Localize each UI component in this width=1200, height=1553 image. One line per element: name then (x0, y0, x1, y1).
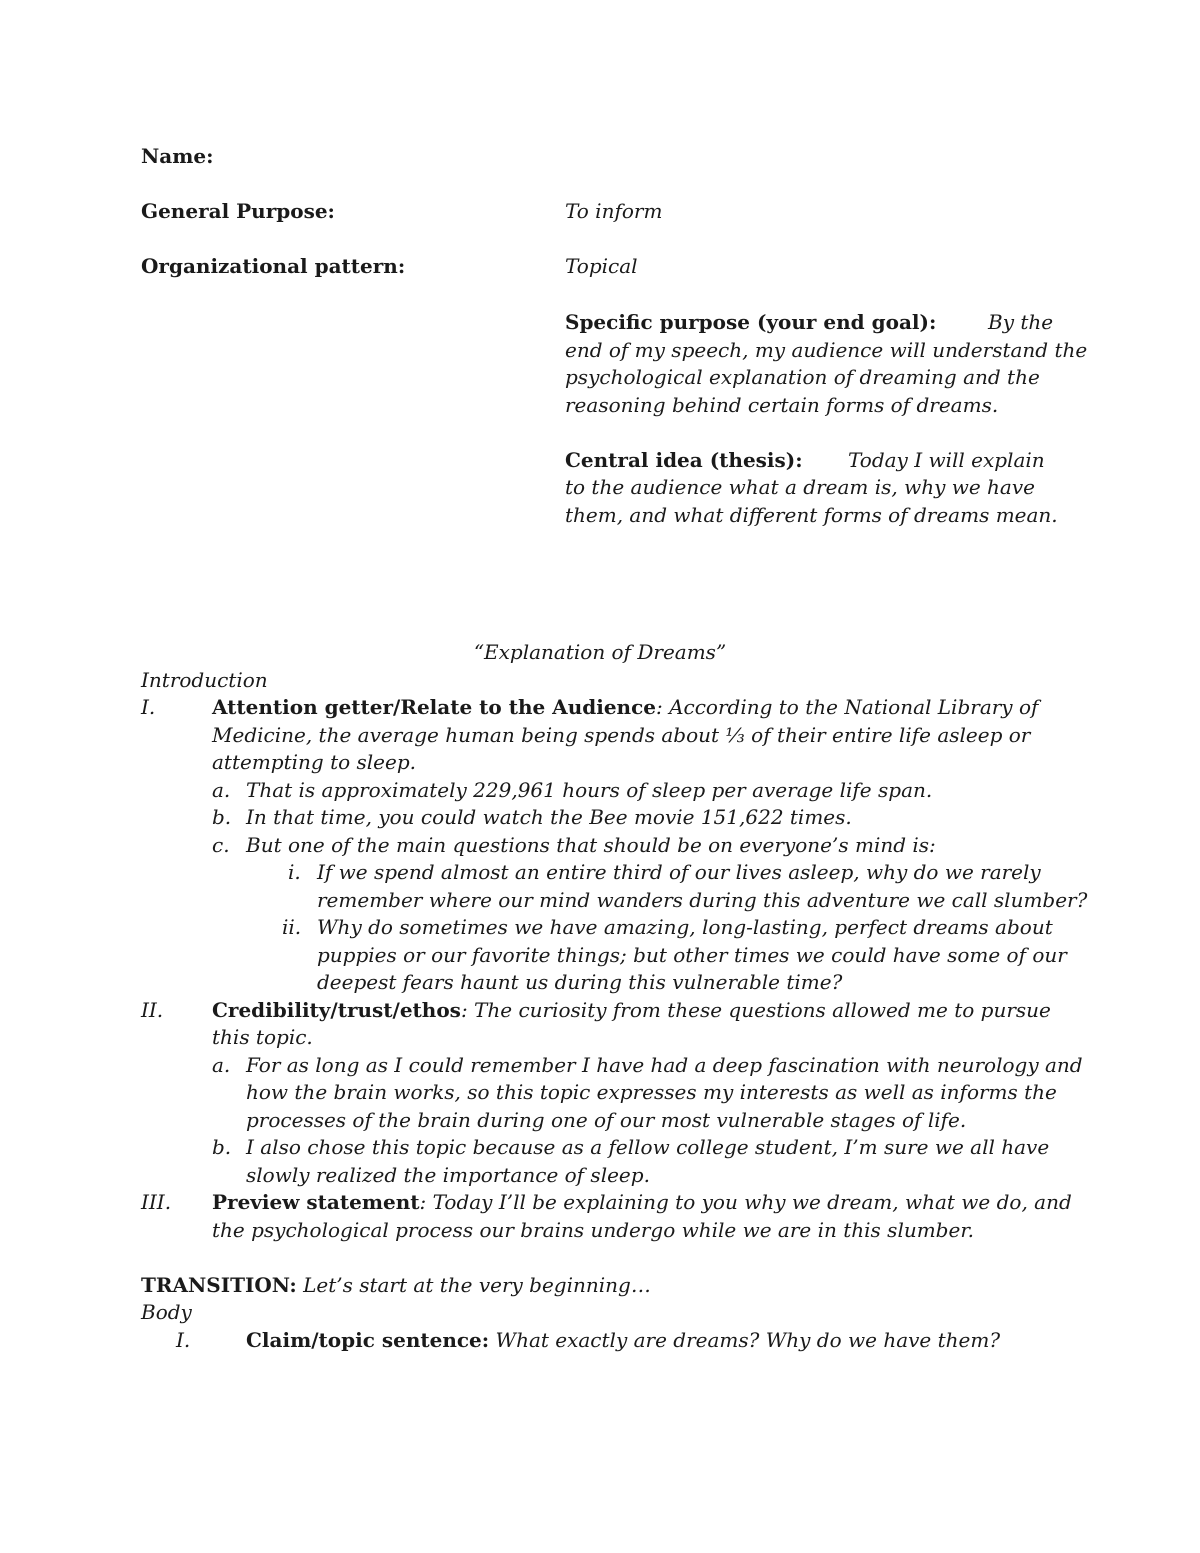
sub-point-text: That is approximately 229,961 hours of sleep per average life span. (246, 778, 933, 802)
point-text: What exactly are dreams? Why do we have them? (495, 1328, 1001, 1352)
outline-main-point (212, 997, 1051, 1025)
point-label: Claim/topic sentence: (246, 1328, 490, 1352)
sub-marker: a. (212, 1053, 231, 1077)
sub-point-text: I also chose this topic because as a fellow college student, I’m sure we all have (246, 1135, 1050, 1159)
sub-point-text: processes of the brain during one of our most vulnerable stages of life. (246, 1108, 967, 1132)
subsub-marker: i. (288, 860, 301, 884)
point-text-line: this topic. (212, 1025, 313, 1049)
sub-marker: a. (212, 778, 231, 802)
point-text-line: the psychological process our brains undergo while we are in this slumber. (212, 1218, 975, 1242)
org-pattern-value: Topical (565, 254, 638, 278)
subsub-point-text: If we spend almost an entire third of our lives asleep, why do we rarely (317, 860, 1041, 884)
specific-purpose-label: Specific purpose (your end goal): (565, 310, 937, 334)
point-label: Credibility/trust/ethos (212, 998, 461, 1022)
point-text: : According to the National Library of (655, 695, 1039, 719)
outline-numeral: I. (176, 1328, 191, 1352)
sub-marker: c. (212, 833, 230, 857)
sub-marker: b. (212, 1135, 232, 1159)
subsub-point-text: deepest fears haunt us during this vulnerable time? (317, 970, 843, 994)
outline-main-point (212, 694, 1038, 722)
specific-purpose-line: end of my speech, my audience will understand the (565, 338, 1088, 362)
point-label: Attention getter/Relate to the Audience (212, 695, 656, 719)
point-text-line: attempting to sleep. (212, 750, 417, 774)
general-purpose-value: To inform (565, 199, 663, 223)
point-text-line: Medicine, the average human being spends about ⅓ of their entire life asleep or (212, 723, 1031, 747)
central-idea-line: them, and what different forms of dreams mean. (565, 503, 1058, 527)
sub-point-text: For as long as I could remember I have had a deep fascination with neurology and (246, 1053, 1083, 1077)
transition-label: TRANSITION: (141, 1273, 297, 1297)
introduction-heading: Introduction (141, 668, 268, 692)
speech-title: “Explanation of Dreams” (473, 640, 727, 664)
point-text: : Today I’ll be explaining to you why we dream, what we do, and (419, 1190, 1072, 1214)
body-heading: Body (141, 1300, 192, 1324)
sub-point-text: slowly realized the importance of sleep. (246, 1163, 650, 1187)
name-label: Name: (141, 144, 214, 168)
central-idea-label: Central idea (thesis): (565, 448, 803, 472)
subsub-point-text: Why do sometimes we have amazing, long-lasting, perfect dreams about (317, 915, 1053, 939)
outline-numeral: III. (141, 1190, 172, 1214)
sub-marker: b. (212, 805, 232, 829)
transition-text: Let’s start at the very beginning… (303, 1273, 651, 1297)
subsub-marker: ii. (282, 915, 302, 939)
central-idea-line: to the audience what a dream is, why we have (565, 475, 1035, 499)
sub-point-text: But one of the main questions that should be on everyone’s mind is: (246, 833, 936, 857)
outline-numeral: I. (141, 695, 156, 719)
transition-line (141, 1272, 651, 1300)
specific-purpose-line: psychological explanation of dreaming and the (565, 365, 1040, 389)
outline-numeral: II. (141, 998, 164, 1022)
sub-point-text: how the brain works, so this topic expresses my interests as well as informs the (246, 1080, 1057, 1104)
subsub-point-text: puppies or our favorite things; but other times we could have some of our (317, 943, 1067, 967)
point-text: : The curiosity from these questions allowed me to pursue (460, 998, 1051, 1022)
outline-main-point (246, 1327, 1000, 1355)
subsub-point-text: remember where our mind wanders during this adventure we call slumber? (317, 888, 1088, 912)
general-purpose-label: General Purpose: (141, 199, 335, 223)
specific-purpose-line: By the (988, 310, 1054, 334)
org-pattern-label: Organizational pattern: (141, 254, 406, 278)
central-idea-line: Today I will explain (848, 448, 1045, 472)
point-label: Preview statement (212, 1190, 420, 1214)
outline-main-point (212, 1189, 1072, 1217)
sub-point-text: In that time, you could watch the Bee movie 151,622 times. (246, 805, 852, 829)
specific-purpose-line: reasoning behind certain forms of dreams. (565, 393, 999, 417)
